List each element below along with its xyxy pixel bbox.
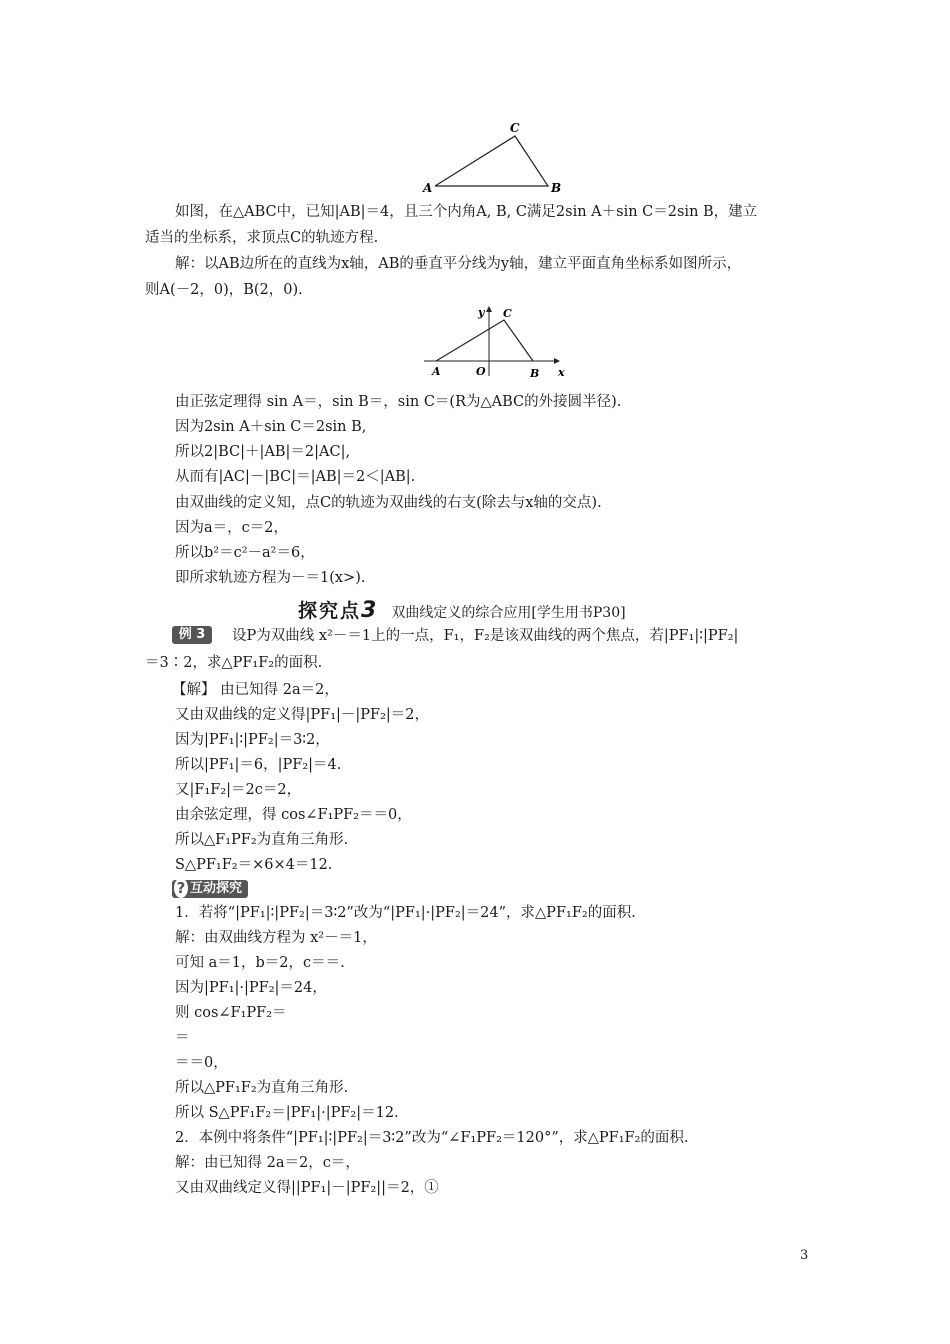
question-icon: ?	[174, 878, 188, 898]
explore-line-9: 所以 S△PF₁F₂＝|PF₁|·|PF₂|＝12.	[175, 1105, 399, 1121]
mid-line-3: 所以2|BC|＋|AB|＝2|AC|,	[175, 444, 351, 460]
label-y: y	[478, 306, 485, 319]
label-b: B	[551, 181, 562, 195]
solution-line-6: 由余弦定理，得 cos∠F₁PF₂＝＝0，	[175, 807, 412, 823]
solution-line-7: 所以△F₁PF₂为直角三角形.	[175, 832, 349, 848]
solution-line-3: 因为|PF₁|∶|PF₂|＝3∶2，	[175, 732, 330, 748]
solution-line-8: S△PF₁F₂＝×6×4＝12.	[175, 857, 333, 873]
label-c2: C	[503, 307, 512, 320]
mid-line-4: 从而有|AC|－|BC|＝|AB|＝2＜|AB|.	[175, 469, 416, 485]
mid-line-2: 因为2sin A＋sin C＝2sin B,	[175, 419, 367, 435]
label-c: C	[510, 121, 520, 135]
interactive-badge	[172, 880, 248, 898]
example-line-1: 设P为双曲线 x²－＝1上的一点，F₁，F₂是该双曲线的两个焦点，若|PF₁|∶|PF₂|	[232, 628, 739, 644]
problem-line-1: 如图，在△ABC中，已知|AB|＝4，且三个内角A, B, C满足2sin A＋sin C＝2sin B，建立	[175, 204, 758, 220]
explore-line-2: 解：由双曲线方程为 x²－＝1，	[175, 930, 377, 946]
triangle-figure	[420, 118, 570, 196]
solution-line-4: 所以|PF₁|＝6，|PF₂|＝4.	[175, 757, 342, 773]
triangle-outline-2	[436, 320, 533, 361]
explore-line-8: 所以△PF₁F₂为直角三角形.	[175, 1080, 349, 1096]
problem-line-2: 适当的坐标系，求顶点C的轨迹方程.	[145, 230, 379, 246]
solution-line-5: 又|F₁F₂|＝2c＝2，	[175, 782, 302, 798]
label-o: O	[476, 365, 486, 378]
label-a: A	[423, 181, 433, 195]
explore-line-12: 又由双曲线定义得||PF₁|－|PF₂||＝2，①	[175, 1180, 439, 1196]
section-heading	[298, 596, 626, 623]
explore-line-11: 解：由已知得 2a＝2，c＝，	[175, 1155, 360, 1171]
mid-line-5: 由双曲线的定义知，点C的轨迹为双曲线的右支(除去与x轴的交点).	[175, 495, 602, 511]
explore-line-10: 2．本例中将条件“|PF₁|∶|PF₂|＝3∶2”改为“∠F₁PF₂＝120°”，求△PF₁F₂的面积.	[175, 1130, 689, 1146]
example-badge: 例 3	[172, 626, 212, 644]
triangle-outline	[435, 136, 548, 186]
explore-line-3: 可知 a＝1，b＝2，c＝＝.	[175, 955, 345, 971]
interactive-badge-label: 互动探究	[190, 881, 243, 896]
mid-line-7: 所以b²＝c²－a²＝6，	[175, 545, 315, 561]
solution-line-1: 【解】 由已知得 2a＝2，	[172, 682, 339, 698]
y-axis-arrow	[486, 306, 492, 312]
explore-line-6: ＝	[175, 1030, 190, 1046]
x-axis-arrow	[554, 358, 560, 364]
mid-line-1: 由正弦定理得 sin A＝，sin B＝，sin C＝(R为△ABC的外接圆半径).	[175, 394, 622, 410]
label-b2: B	[530, 367, 540, 380]
solution-intro-2: 则A(－2，0)，B(2，0).	[145, 282, 303, 298]
heading-main: 探究点	[298, 600, 362, 622]
example-line-2: ＝3∶2，求△PF₁F₂的面积.	[145, 655, 323, 671]
heading-number: 3	[361, 598, 377, 623]
label-a2: A	[432, 365, 441, 378]
mid-line-8: 即所求轨迹方程为－＝1(x>).	[175, 570, 366, 586]
coordinate-figure	[420, 304, 570, 382]
explore-line-1: 1．若将“|PF₁|∶|PF₂|＝3∶2”改为“|PF₁|·|PF₂|＝24”，求△PF₁F₂的面积.	[175, 905, 636, 921]
mid-line-6: 因为a＝，c＝2，	[175, 520, 288, 536]
explore-line-7: ＝＝0，	[175, 1055, 228, 1071]
label-x: x	[558, 366, 565, 379]
explore-line-5: 则 cos∠F₁PF₂＝	[175, 1005, 287, 1021]
explore-line-4: 因为|PF₁|·|PF₂|＝24，	[175, 980, 327, 996]
solution-intro-1: 解：以AB边所在的直线为x轴，AB的垂直平分线为y轴，建立平面直角坐标系如图所示，	[175, 256, 742, 272]
heading-sub: 双曲线定义的综合应用[学生用书P30]	[391, 605, 626, 621]
solution-line-2: 又由双曲线的定义得|PF₁|－|PF₂|＝2，	[175, 707, 430, 723]
page-number: 3	[800, 1248, 809, 1263]
